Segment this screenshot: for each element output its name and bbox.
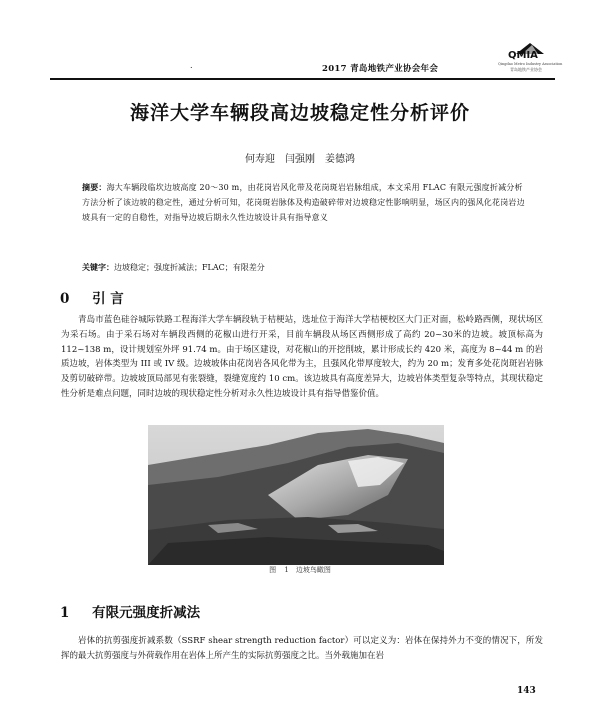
authors: 何寿迎 闫强刚 姜德鸿	[245, 154, 355, 165]
figure-caption: 图 1 边坡鸟瞰图	[269, 566, 331, 574]
header-mark: .	[190, 61, 193, 70]
section-0-heading	[60, 287, 124, 307]
intro-paragraph: 青岛市蓝色硅谷城际铁路工程海洋大学车辆段轨于桔梗站，选址位于海洋大学桔梗校区大门正对面，松岭路西侧，现状场区为采石场。由于采石场对车辆段西侧的花椒山进行开采，目前车辆段从场区西侧形成了高约 20~30米的边坡。坡顶标高为 112~138 m，设计规划室外坪 91.74 m。由于场区建设，对花椒山的开挖削坡，累计形成长约 420 米，高度为 8~44 m 的岩质边坡，岩体类型为 III 或 IV 级。边坡坡体由花岗岩各风化带为主，且强风化带厚度较大，约为 20 m；发育多处花岗斑岩岩脉及剪切破碎带。边坡坡顶局部见有张裂缝，裂缝宽度约 10 cm。该边坡具有高度差异大，边坡岩体类型复杂等特点，其现状稳定性分析是难点问题，同时边坡的现状稳定性分析对永久性边坡设计具有指导借鉴价值。	[61, 315, 543, 399]
section-0-title: 引 言	[92, 291, 124, 307]
logo-subtitle-cn: 青岛地铁产业协会	[510, 67, 542, 72]
journal-header: 2017 青岛地铁产业协会年会	[322, 64, 439, 74]
section-1-number: 1	[60, 605, 70, 621]
header-rule	[50, 78, 555, 80]
method-paragraph: 岩体的抗剪强度折减系数（SSRF shear strength reduction factor）可以定义为：岩体在保持外力不变的情况下，所发挥的最大抗剪强度与外荷载作用在岩体上所产生的实际抗剪强度之比。当外载施加在岩	[61, 636, 543, 661]
section-1-title: 有限元强度折减法	[92, 605, 201, 621]
keywords-label: 关键字：	[82, 262, 114, 272]
abstract	[82, 180, 527, 225]
abstract-text: 海大车辆段临坎边坡高度 20～30 m，由花岗岩风化带及花岗斑岩岩脉组成，本文采用 FLAC 有限元强度折减分析方法分析了该边坡的稳定性，通过分析可知，花岗斑岩脉体及构造破碎带对边坡稳定性影响明显，场区内的强风化花岗岩边坡具有一定的自稳性，对指导边坡后期永久性边坡设计具有指导意义	[82, 183, 525, 222]
logo-text: QMIA	[508, 50, 538, 61]
page-number: 143	[517, 686, 536, 696]
section-1-heading	[60, 601, 200, 621]
section-0-number: 0	[60, 291, 70, 307]
paper-title: 海洋大学车辆段高边坡稳定性分析评价	[129, 102, 470, 124]
keywords	[82, 262, 527, 273]
keywords-text: 边坡稳定；强度折减法；FLAC；有限差分	[114, 263, 265, 272]
abstract-label: 摘要：	[82, 182, 107, 192]
slope-aerial-photo	[148, 425, 444, 565]
logo-subtitle-en: Qingdao Metro Industry Association	[498, 62, 563, 66]
